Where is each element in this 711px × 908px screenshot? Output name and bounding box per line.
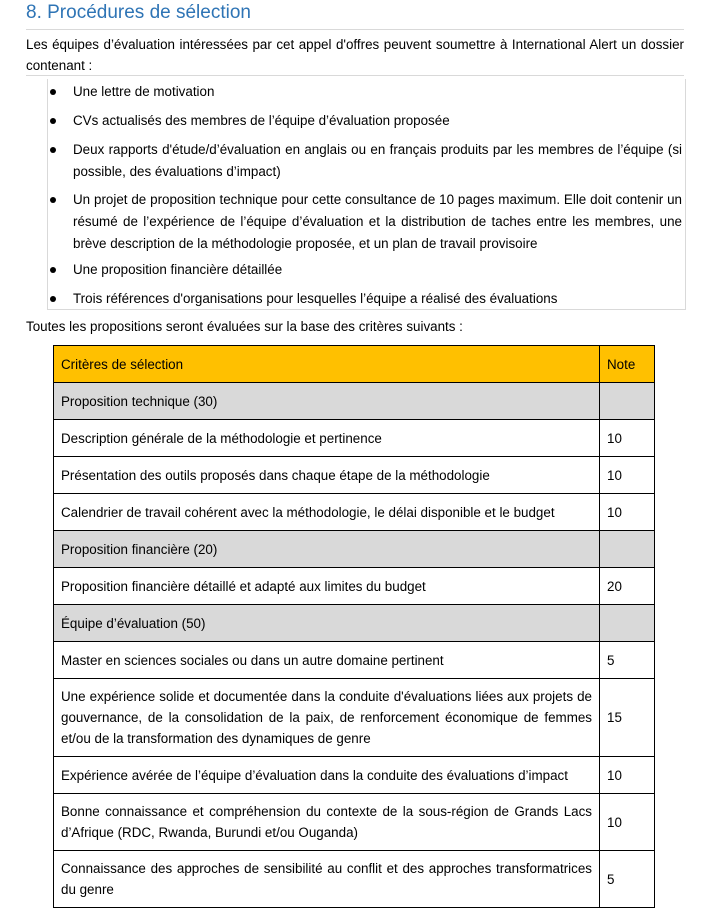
requirement-item: Une lettre de motivation — [73, 84, 215, 99]
table-row — [54, 679, 655, 757]
table-row — [54, 642, 655, 679]
note-cell — [600, 605, 655, 642]
table-row — [54, 494, 655, 531]
criteria-cell: Proposition financière (20) — [54, 531, 600, 568]
note-cell: 10 — [600, 420, 655, 457]
table-section-row — [54, 383, 655, 420]
criteria-cell: Bonne connaissance et compréhension du contexte de la sous-région de Grands Lacs d’Afrique (RDC, Rwanda, Burundi et/ou Ouganda) — [54, 794, 600, 851]
criteria-cell: Master en sciences sociales ou dans un autre domaine pertinent — [54, 642, 600, 679]
criteria-cell: Proposition technique (30) — [54, 383, 600, 420]
intro-paragraph: Les équipes d’évaluation intéressées par cet appel d'offres peuvent soumettre à International Alert un dossier contenant : — [26, 37, 684, 73]
note-cell: 5 — [600, 642, 655, 679]
table-section-row — [54, 605, 655, 642]
criteria-cell: Proposition financière détaillé et adapté aux limites du budget — [54, 568, 600, 605]
requirement-item: Deux rapports d'étude/d’évaluation en anglais ou en français produits par les membres de l’équipe (si possible, des évaluations d’impact) — [73, 142, 682, 179]
requirement-item: Un projet de proposition technique pour cette consultance de 10 pages maximum. Elle doit contenir un résumé de l’expérience de l’équipe d’évaluation et la distribution de taches entre les membres, une brève description de la méthodologie proposée, et un plan de travail provisoire — [73, 192, 682, 251]
table-row — [54, 568, 655, 605]
bullet-icon — [50, 118, 56, 124]
table-row — [54, 794, 655, 851]
requirement-item: Trois références d'organisations pour lesquelles l’équipe a réalisé des évaluations — [73, 291, 558, 306]
section-title: 8. Procédures de sélection — [26, 2, 251, 23]
bullet-icon — [50, 89, 56, 95]
criteria-cell: Calendrier de travail cohérent avec la méthodologie, le délai disponible et le budget — [54, 494, 600, 531]
note-cell: 10 — [600, 757, 655, 794]
note-cell — [600, 383, 655, 420]
note-cell: 10 — [600, 494, 655, 531]
criteria-cell: Connaissance des approches de sensibilité au conflit et des approches transformatrices du genre — [54, 851, 600, 908]
note-cell: 15 — [600, 679, 655, 757]
criteria-cell: Description générale de la méthodologie et pertinence — [54, 420, 600, 457]
criteria-cell: Présentation des outils proposés dans chaque étape de la méthodologie — [54, 457, 600, 494]
note-cell: 5 — [600, 851, 655, 908]
table-section-row — [54, 531, 655, 568]
table-row — [54, 457, 655, 494]
criteria-cell: Équipe d’évaluation (50) — [54, 605, 600, 642]
table-row — [54, 757, 655, 794]
criteria-table — [53, 345, 655, 908]
header-note: Note — [600, 346, 655, 383]
bullet-icon — [50, 147, 56, 153]
table-header-row — [54, 346, 655, 383]
divider — [26, 29, 684, 30]
note-cell: 20 — [600, 568, 655, 605]
requirement-item: Une proposition financière détaillée — [73, 262, 283, 277]
bullet-icon — [50, 267, 56, 273]
divider — [26, 75, 684, 76]
note-cell: 10 — [600, 457, 655, 494]
table-row — [54, 420, 655, 457]
note-cell: 10 — [600, 794, 655, 851]
header-criteria: Critères de sélection — [54, 346, 600, 383]
table-row — [54, 851, 655, 908]
requirement-item: CVs actualisés des membres de l’équipe d’évaluation proposée — [73, 113, 450, 128]
bullet-icon — [50, 197, 56, 203]
note-cell — [600, 531, 655, 568]
bullet-icon — [50, 296, 56, 302]
criteria-cell: Une expérience solide et documentée dans la conduite d'évaluations liées aux projets de gouvernance, de la consolidation de la paix, de renforcement économique de femmes et/ou de la transformation des dynamiques de genre — [54, 679, 600, 757]
criteria-intro: Toutes les propositions seront évaluées sur la base des critères suivants : — [26, 319, 463, 334]
criteria-cell: Expérience avérée de l’équipe d’évaluation dans la conduite des évaluations d’impact — [54, 757, 600, 794]
